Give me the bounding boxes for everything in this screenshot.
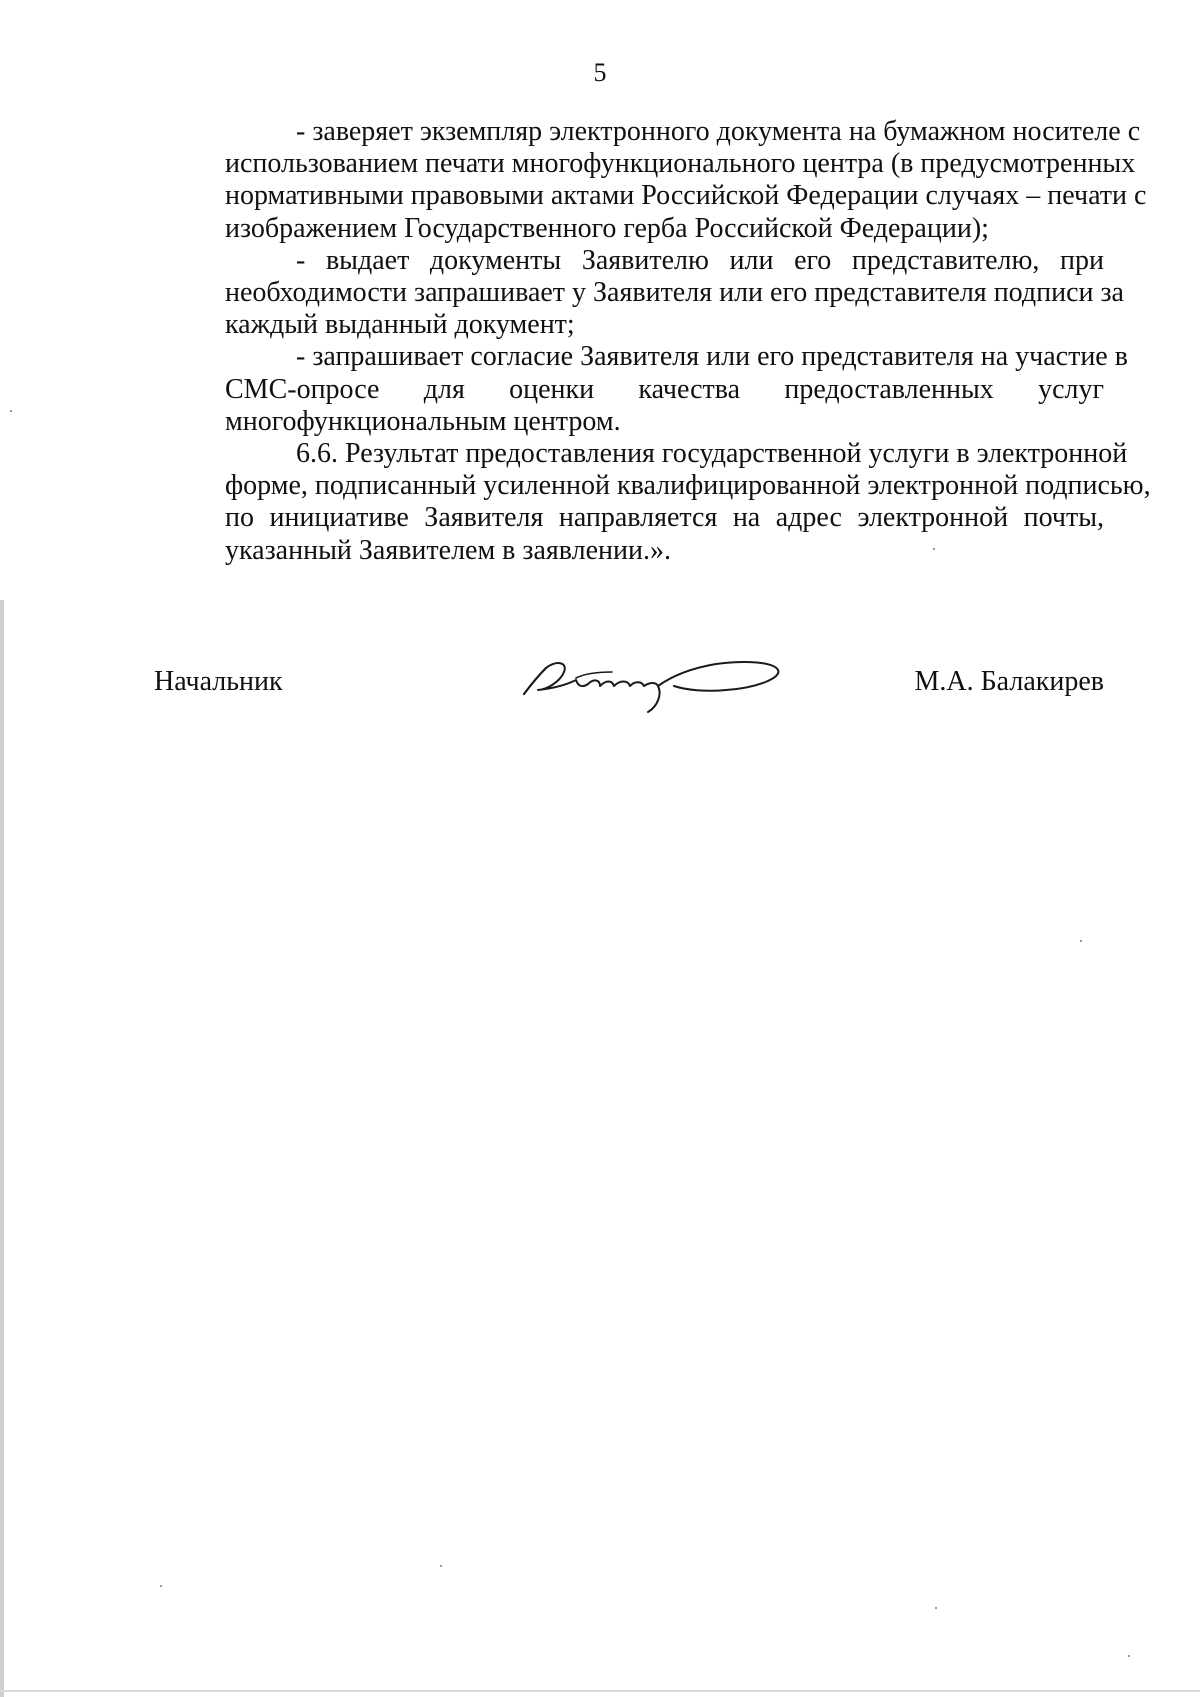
paragraph-issue xyxy=(154,244,1124,342)
text-line: многофункциональным центром. xyxy=(225,405,621,437)
scan-margin-line xyxy=(0,600,4,1697)
page-number: 5 xyxy=(593,58,607,87)
signatory-title: Начальник xyxy=(154,666,283,697)
handwritten-signature-icon xyxy=(516,650,796,720)
text-line: изображением Государственного герба Российской Федерации); xyxy=(225,212,989,244)
paragraph-result xyxy=(154,438,1151,567)
scan-bottom-line xyxy=(0,1690,1200,1692)
signature-block xyxy=(154,654,1104,744)
scan-speck xyxy=(1128,1655,1130,1657)
text-line: каждый выданный документ; xyxy=(225,309,575,341)
text-line: использованием печати многофункционального центра (в предусмотренных xyxy=(225,148,1136,180)
body-text xyxy=(154,116,1151,567)
paragraph-sms xyxy=(154,341,1128,438)
text-line: СМС-опросе для оценки качества предоставленных услуг xyxy=(225,373,1104,405)
text-line: указанный Заявителем в заявлении.». xyxy=(225,534,671,566)
text-line: 6.6. Результат предоставления государственной услуги в электронной xyxy=(296,438,1128,470)
paragraph-certify xyxy=(154,116,1147,245)
signatory-name: М.А. Балакирев xyxy=(914,666,1104,697)
scan-speck xyxy=(160,1585,162,1587)
text-line: - запрашивает согласие Заявителя или его представителя на участие в xyxy=(296,341,1128,373)
text-line: форме, подписанный усиленной квалифицированной электронной подписью, xyxy=(225,470,1151,502)
scan-speck xyxy=(933,548,935,550)
text-line: - заверяет экземпляр электронного документа на бумажном носителе с xyxy=(296,116,1141,147)
scan-speck xyxy=(935,1607,937,1609)
text-line: - выдает документы Заявителю или его представителю, при xyxy=(296,244,1104,276)
text-line: по инициативе Заявителя направляется на адрес электронной почты, xyxy=(225,502,1104,534)
scan-speck xyxy=(10,410,12,412)
text-line: нормативными правовыми актами Российской Федерации случаях – печати с xyxy=(225,180,1147,212)
scan-speck xyxy=(1080,940,1082,942)
scan-speck xyxy=(440,1565,442,1567)
text-line: необходимости запрашивает у Заявителя или его представителя подписи за xyxy=(225,277,1124,309)
